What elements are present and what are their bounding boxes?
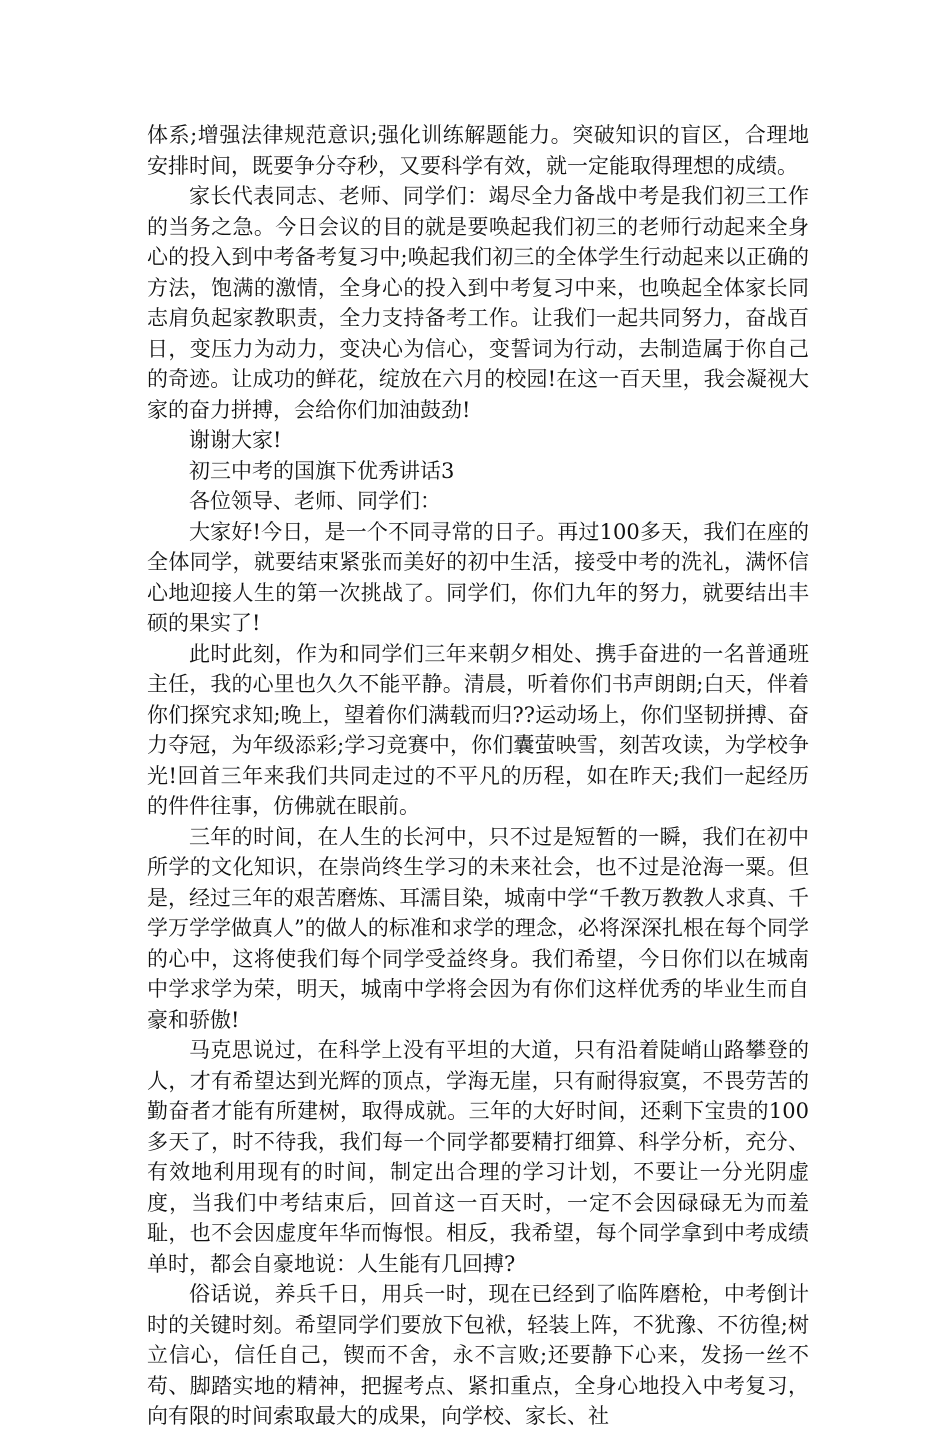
section-heading: 初三中考的国旗下优秀讲话3 [189, 458, 455, 483]
paragraph: 大家好!今日，是一个不同寻常的日子。再过100多天，我们在座的全体同学，就要结束紧张而美好的初中生活，接受中考的洗礼，满怀信心地迎接人生的第一次挑战了。同学们，你们九年的努力，就要结出丰硕的果实了! [147, 519, 809, 635]
paragraph: 三年的时间，在人生的长河中，只不过是短暂的一瞬，我们在初中所学的文化知识，在崇尚终生学习的未来社会，也不过是沧海一粟。但是，经过三年的艰苦磨炼、耳濡目染，城南中学“千教万教教人求真、千学万学学做真人”的做人的标准和求学的理念，必将深深扎根在每个同学的心中，这将使我们每个同学受益终身。我们希望，今日你们以在城南中学求学为荣，明天，城南中学将会因为有你们这样优秀的毕业生而自豪和骄傲! [147, 824, 809, 1032]
salutation: 各位领导、老师、同学们： [189, 489, 441, 513]
paragraph: 俗话说，养兵千日，用兵一时，现在已经到了临阵磨枪，中考倒计时的关键时刻。希望同学们要放下包袱，轻装上阵，不犹豫、不彷徨;树立信心，信任自己，锲而不舍，永不言败;还要静下心来，发扬一丝不苟、脚踏实地的精神，把握考点、紧扣重点，全身心地投入中考复习，向有限的时间索取最大的成果，向学校、家长、社 [147, 1282, 809, 1428]
paragraph: 马克思说过，在科学上没有平坦的大道，只有沿着陡峭山路攀登的人，才有希望达到光辉的顶点，学海无崖，只有耐得寂寞，不畏劳苦的勤奋者才能有所建树，取得成就。三年的大好时间，还剩下宝贵的100多天了，时不待我，我们每一个同学都要精打细算、科学分析，充分、有效地利用现有的时间，制定出合理的学习计划，不要让一分光阴虚度，当我们中考结束后，回首这一百天时，一定不会因碌碌无为而羞耻，也不会因虚度年华而悔恨。相反，我希望，每个同学拿到中考成绩单时，都会自豪地说：人生能有几回搏? [147, 1038, 809, 1276]
paragraph: 谢谢大家! [189, 428, 282, 452]
paragraph: 家长代表同志、老师、同学们：竭尽全力备战中考是我们初三工作的当务之急。今日会议的目的就是要唤起我们初三的老师行动起来全身心的投入到中考备考复习中;唤起我们初三的全体学生行动起来以正确的方法，饱满的激情，全身心的投入到中考复习中来，也唤起全体家长同志肩负起家教职责，全力支持备考工作。让我们一起共同努力，奋战百日，变压力为动力，变决心为信心，变誓词为行动，去制造属于你自己的奇迹。让成功的鲜花，绽放在六月的校园!在这一百天里，我会凝视大家的奋力拼搏，会给你们加油鼓劲! [147, 184, 809, 422]
paragraph: 体系;增强法律规范意识;强化训练解题能力。突破知识的盲区，合理地安排时间，既要争分夺秒，又要科学有效，就一定能取得理想的成绩。 [147, 123, 809, 178]
paragraph: 此时此刻，作为和同学们三年来朝夕相处、携手奋进的一名普通班主任，我的心里也久久不能平静。清晨，听着你们书声朗朗;白天，伴着你们探究求知;晚上，望着你们满载而归??运动场上，你们坚韧拼搏、奋力夺冠，为年级添彩;学习竞赛中，你们囊萤映雪，刻苦攻读，为学校争光!回首三年来我们共同走过的不平凡的历程，如在昨天;我们一起经历的件件往事，仿佛就在眼前。 [147, 641, 809, 818]
document-page [147, 120, 809, 1432]
